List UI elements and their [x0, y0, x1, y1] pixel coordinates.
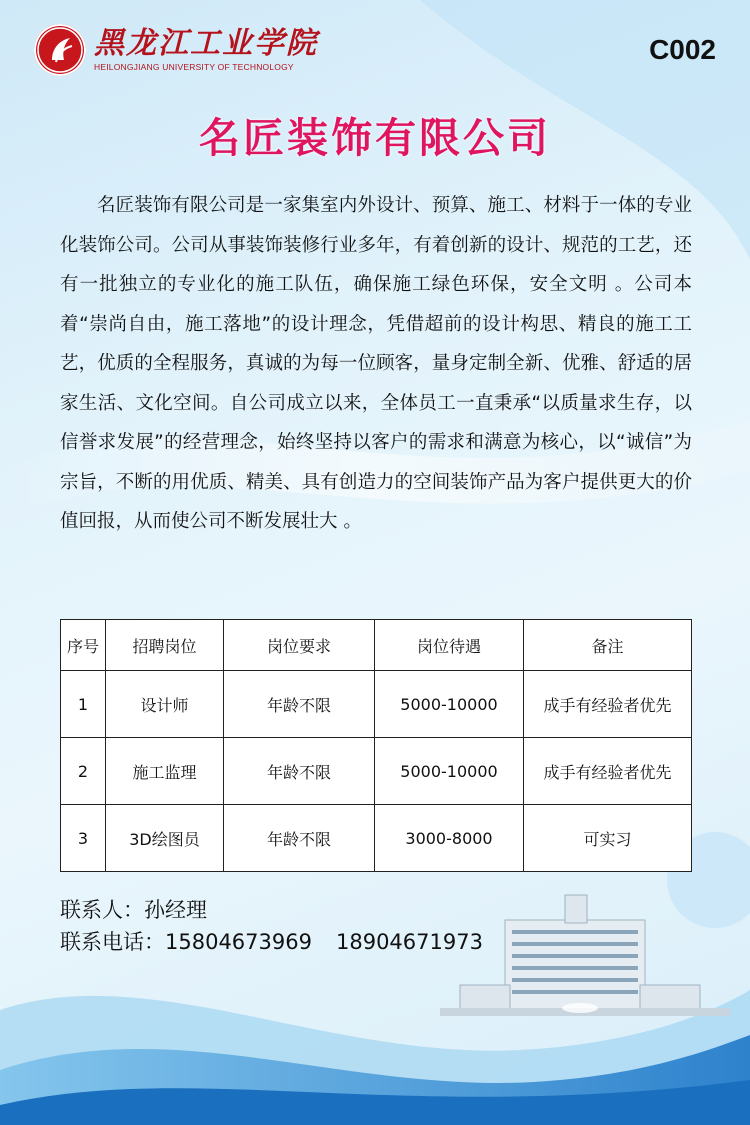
company-title: 名匠装饰有限公司 — [199, 114, 551, 162]
header-remark: 备注 — [524, 620, 692, 671]
row-remark: 可实习 — [524, 805, 692, 872]
contact-phone-line — [60, 926, 483, 958]
school-emblem-icon — [34, 24, 86, 76]
recruitment-table — [60, 619, 692, 872]
row-salary: 5000-10000 — [375, 671, 524, 738]
row-position: 施工监理 — [106, 738, 224, 805]
table-row — [61, 738, 692, 805]
school-name-cn: 黑龙江工业学院 — [94, 26, 318, 61]
company-introduction: 名匠装饰有限公司是一家集室内外设计、预算、施工、材料于一体的专业化装饰公司。公司从事装饰装修行业多年，有着创新的设计、规范的工艺，还有一批独立的专业化的施工队伍，确保施工绿色环保，安全文明 。公司本着“崇尚自由，施工落地”的设计理念，凭借超前的设计构思、精良的施工工艺，优质的全程服务，真诚的为每一位顾客，量身定制全新、优雅、舒适的居家生活、文化空间。自公司成立以来，全体员工一直秉承“以质量求生存，以信誉求发展”的经营理念，始终坚持以客户的需求和满意为核心，以“诚信”为宗旨，不断的用优质、精美、具有创造力的空间装饰产品为客户提供更大的价值回报，从而使公司不断发展壮大 。 — [60, 195, 692, 532]
row-requirement: 年龄不限 — [224, 671, 375, 738]
row-requirement: 年龄不限 — [224, 738, 375, 805]
header-salary: 岗位待遇 — [375, 620, 524, 671]
row-index: 2 — [61, 738, 106, 805]
contact-phone-1: 15804673969 — [165, 930, 312, 954]
row-position: 设计师 — [106, 671, 224, 738]
row-requirement: 年龄不限 — [224, 805, 375, 872]
contact-phone-2: 18904671973 — [335, 930, 483, 954]
row-remark: 成手有经验者优先 — [524, 671, 692, 738]
header-index: 序号 — [61, 620, 106, 671]
table-row — [61, 805, 692, 872]
contact-person: 联系人：孙经理 — [60, 898, 207, 922]
row-index: 1 — [61, 671, 106, 738]
school-logo — [34, 24, 318, 76]
contact-info — [60, 894, 483, 958]
table-row — [61, 671, 692, 738]
row-index: 3 — [61, 805, 106, 872]
contact-phone-label: 联系电话： — [60, 930, 165, 954]
table-header-row — [61, 620, 692, 671]
poster-code: C002 — [649, 34, 716, 65]
header-requirement: 岗位要求 — [224, 620, 375, 671]
school-name-en: HEILONGJIANG UNIVERSITY OF TECHNOLOGY — [94, 62, 294, 72]
header-position: 招聘岗位 — [106, 620, 224, 671]
row-salary: 5000-10000 — [375, 738, 524, 805]
row-position: 3D绘图员 — [106, 805, 224, 872]
row-remark: 成手有经验者优先 — [524, 738, 692, 805]
row-salary: 3000-8000 — [375, 805, 524, 872]
